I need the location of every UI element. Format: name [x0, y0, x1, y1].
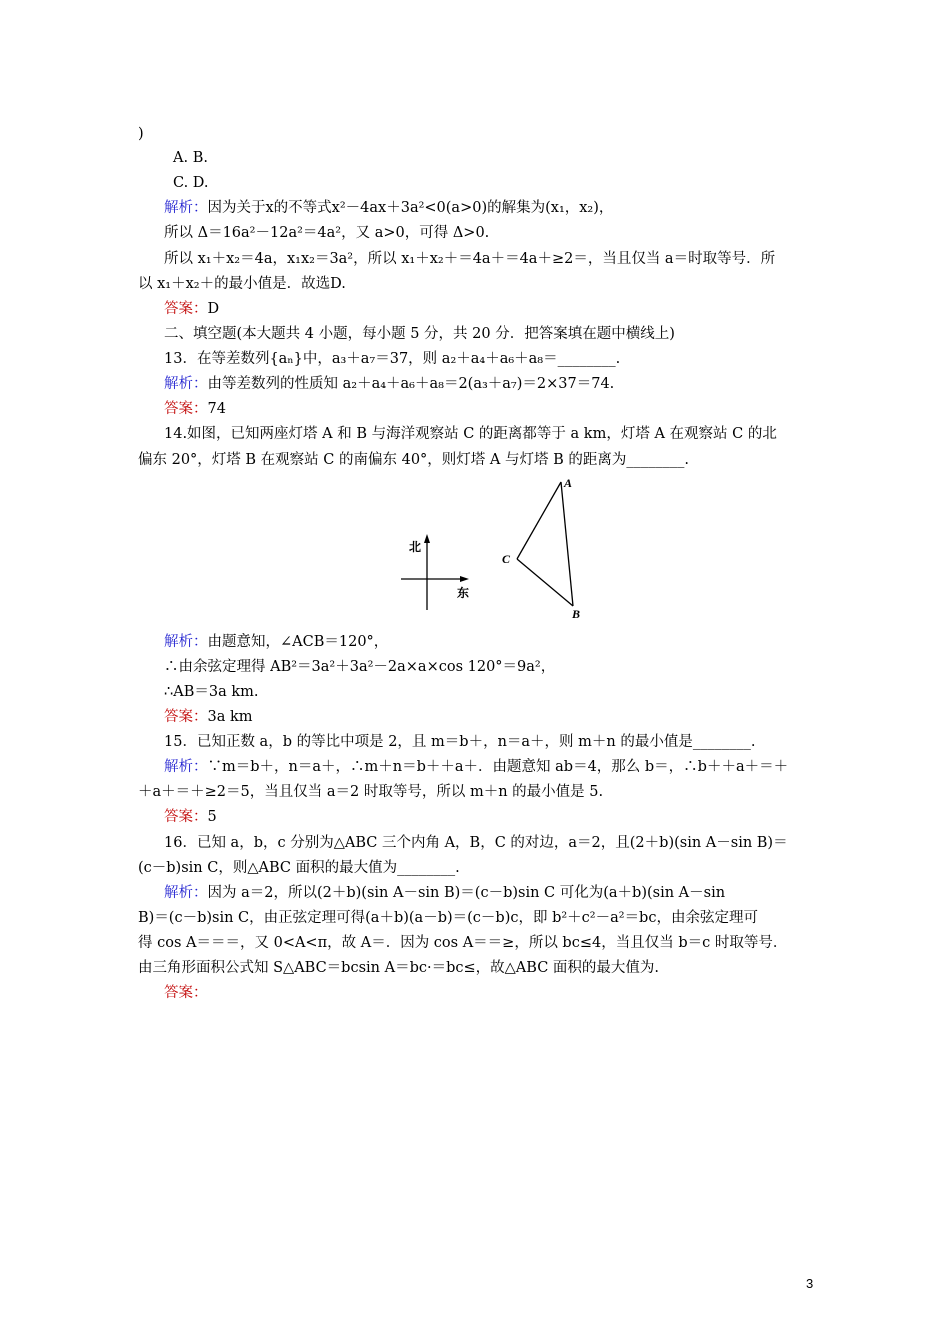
text-line: 所以 Δ＝16a²－12a²＝4a²，又 a>0，可得 Δ>0.	[164, 225, 490, 241]
text-line: 以 x₁＋x₂＋的最小值是．故选D.	[138, 276, 346, 292]
text-line: 得 cos A＝＝＝，又 0<A<π，故 A＝．因为 cos A＝＝≥，所以 bc≤4，当且仅当 b＝c 时取等号．	[138, 935, 788, 951]
point-c-label: C	[502, 552, 511, 566]
answer-label: 答案：	[164, 985, 208, 1001]
analysis-label: 解析：	[164, 200, 208, 216]
answer-label: 答案：	[164, 809, 208, 825]
answer-line: 答案：74	[164, 401, 226, 417]
side-ab	[561, 482, 573, 606]
text-line: ＋a＋＝＋≥2＝5，当且仅当 a＝2 时取等号，所以 m＋n 的最小值是 5.	[138, 784, 604, 800]
answer-line: 答案：5	[164, 809, 217, 825]
answer-line: 答案：D	[164, 301, 220, 317]
text-line: 由三角形面积公式知 S△ABC＝bcsin A＝bc·＝bc≤，故△ABC 面积的最大值为.	[138, 960, 660, 976]
answer-line: 答案：3a km	[164, 709, 253, 725]
question-15: 15．已知正数 a，b 的等比中项是 2，且 m＝b＋，n＝a＋，则 m＋n 的最小值是________.	[164, 734, 756, 750]
text-line: 偏东 20°，灯塔 B 在观察站 C 的南偏东 40°，则灯塔 A 与灯塔 B 的距离为________.	[138, 452, 689, 468]
point-a-label: A	[564, 478, 573, 490]
answer-line	[164, 983, 208, 1003]
section-heading: 二、填空题(本大题共 4 小题，每小题 5 分，共 20 分．把答案填在题中横线上)	[164, 326, 675, 342]
text-line: 所以 x₁＋x₂＝4a，x₁x₂＝3a²，所以 x₁＋x₂＋＝4a＋＝4a＋≥2＝，当且仅当 a＝时取等号．所	[164, 251, 776, 267]
east-label: 东	[457, 586, 470, 600]
side-cb	[517, 559, 573, 606]
page-number: 3	[806, 1276, 814, 1291]
analysis-label: 解析：	[164, 759, 208, 775]
point-b-label: B	[572, 607, 581, 621]
text-line: ∴由余弦定理得 AB²＝3a²＋3a²－2a×a×cos 120°＝9a²，	[164, 659, 556, 675]
answer-label: 答案：	[164, 301, 208, 317]
analysis-line: 解析：由题意知，∠ACB＝120°，	[164, 634, 389, 650]
analysis-line: 解析：由等差数列的性质知 a₂＋a₄＋a₆＋a₈＝2(a₃＋a₇)＝2×37＝74.	[164, 376, 615, 392]
east-arrow-icon	[460, 576, 469, 582]
text-line: ∴AB＝3a km.	[164, 684, 259, 700]
analysis-line: 解析：∵m＝b＋，n＝a＋，∴m＋n＝b＋＋a＋．由题意知 ab＝4，那么 b＝，∴b＋＋a＋＝＋	[164, 759, 789, 775]
question-14: 14.如图，已知两座灯塔 A 和 B 与海洋观察站 C 的距离都等于 a km，灯塔 A 在观察站 C 的北	[164, 426, 777, 442]
choice-line: C. D.	[173, 175, 209, 191]
side-ca	[517, 482, 561, 559]
text-line: B)＝(c－b)sin C，由正弦定理可得(a＋b)(a－b)＝(c－b)c，即 b²＋c²－a²＝bc，由余弦定理可	[138, 910, 758, 926]
analysis-label: 解析：	[164, 376, 208, 392]
question-13: 13．在等差数列{aₙ}中，a₃＋a₇＝37，则 a₂＋a₄＋a₆＋a₈＝________.	[164, 351, 621, 367]
choice-line: A. B.	[173, 150, 208, 166]
analysis-line: 解析：因为关于x的不等式x²－4ax＋3a²<0(a>0)的解集为(x₁，x₂)，	[164, 200, 614, 216]
north-arrow-icon	[424, 534, 430, 543]
answer-label: 答案：	[164, 709, 208, 725]
question-16: 16．已知 a，b，c 分别为△ABC 三个内角 A，B，C 的对边，a＝2，且(2＋b)(sin A－sin B)＝	[164, 835, 788, 851]
analysis-label: 解析：	[164, 885, 208, 901]
answer-label: 答案：	[164, 401, 208, 417]
text-line: )	[138, 126, 144, 142]
analysis-line: 解析：因为 a＝2，所以(2＋b)(sin A－sin B)＝(c－b)sin C 可化为(a＋b)(sin A－sin	[164, 885, 726, 901]
north-label: 北	[409, 540, 422, 554]
analysis-label: 解析：	[164, 634, 208, 650]
lighthouse-figure	[395, 478, 595, 623]
text-line: (c－b)sin C，则△ABC 面积的最大值为________.	[138, 860, 460, 876]
